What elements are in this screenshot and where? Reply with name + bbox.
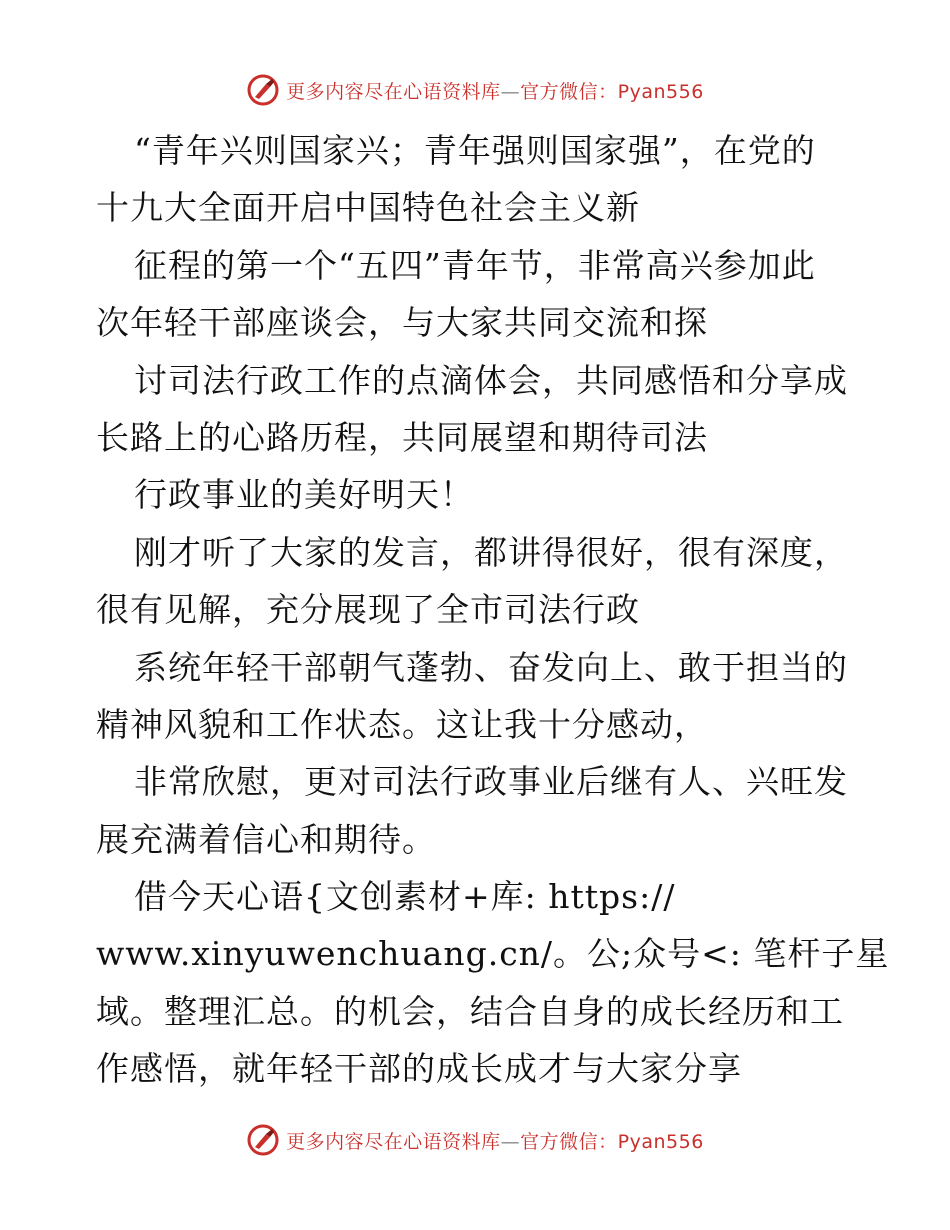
brush-logo-icon [246,73,280,107]
text-line: 讨司法行政工作的点滴体会，共同感悟和分享成 [134,360,848,400]
text-line: 精神风貌和工作状态。这让我十分感动， [96,704,708,744]
text-line: 作感悟，就年轻干部的成长成才与大家分享 [96,1049,742,1089]
header-banner [0,70,950,110]
text-line: 借今天心语{文创素材+库: https:// [134,877,676,917]
footer-contact-text: 官方微信：Pyan556 [520,1130,704,1153]
text-line: “青年兴则国家兴；青年强则国家强”，在党的 [134,131,816,170]
text-line: 行政事业的美好明天！ [134,475,474,515]
document-body [96,122,890,1098]
footer-banner [0,1120,950,1160]
text-line: 非常欣慰，更对司法行政事业后继有人、兴旺发 [134,762,848,802]
text-line: 系统年轻干部朝气蓬勃、奋发向上、敢于担当的 [134,647,848,687]
text-line: 展充满着信心和期待。 [96,819,436,859]
header-brand-text: 更多内容尽在心语资料库 [286,80,501,103]
brush-logo-icon [246,1123,280,1157]
text-line: 次年轻干部座谈会，与大家共同交流和探 [96,303,708,343]
footer-banner-text [286,1127,704,1154]
footer-separator: — [500,1130,521,1153]
text-line: 征程的第一个“五四”青年节，非常高兴参加此 [134,245,816,285]
text-line: 刚才听了大家的发言，都讲得很好，很有深度， [134,532,848,572]
header-banner-text [286,77,704,104]
text-line: 域。整理汇总。的机会，结合自身的成长经历和工 [96,991,844,1031]
text-line: 十九大全面开启中国特色社会主义新 [96,188,640,228]
header-contact-text: 官方微信：Pyan556 [520,80,704,103]
text-line: 很有见解，充分展现了全市司法行政 [96,590,640,630]
header-separator: — [500,80,521,103]
text-line: 长路上的心路历程，共同展望和期待司法 [96,417,708,457]
text-line: www.xinyuwenchuang.cn/。公;众号<: 笔杆子星 [96,934,890,974]
footer-brand-text: 更多内容尽在心语资料库 [286,1130,501,1153]
